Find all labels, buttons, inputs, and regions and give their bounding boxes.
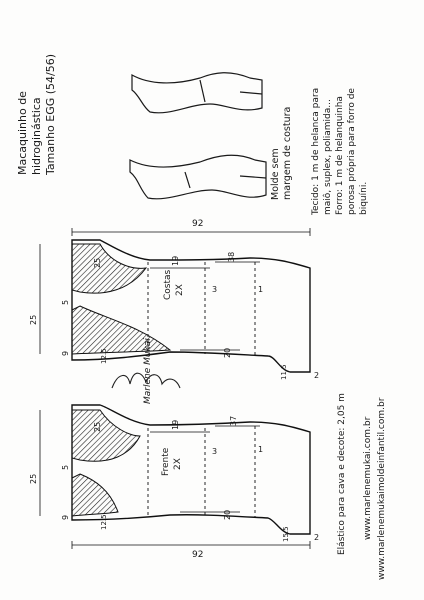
garment-sketch-front	[130, 155, 266, 199]
back-piece-count: 2X	[175, 284, 185, 296]
fabric-line-5: biquíni.	[359, 181, 369, 215]
fabric-line-4: porosa própria para forro de	[347, 88, 357, 215]
title-line-1: Macaquinho de	[16, 91, 29, 175]
fabric-line-1: Tecido: 1 m de helanca para	[311, 87, 321, 215]
front-neck-hatch	[72, 474, 118, 516]
front-crotch-small: 12.5	[100, 514, 108, 530]
back-neck: 9	[61, 350, 70, 356]
front-strap: 5	[61, 464, 70, 470]
title-line-3: Tamanho EGG (54/56)	[44, 53, 57, 175]
front-crotch: 20	[223, 509, 232, 520]
fabric-line-2: maiô, suplex, poliamida...	[323, 99, 333, 215]
back-side-3: 3	[212, 285, 218, 294]
front-side-1: 1	[258, 445, 264, 454]
back-hem: 2	[314, 371, 320, 380]
front-total-length: 92	[192, 550, 204, 560]
back-total-length: 92	[192, 219, 204, 229]
front-piece-label: Frente	[161, 447, 171, 476]
title-line-2: hidroginástica	[30, 97, 43, 175]
back-armhole-hatch	[72, 244, 146, 293]
back-crotch: 20	[223, 347, 232, 358]
fabric-line-3: Forro: 1 m de helanquinha	[335, 96, 345, 215]
website-1: www.marlenemukai.com.br	[363, 416, 373, 540]
elastic-note: Elástico para cava e decote: 2,05 m	[337, 393, 347, 555]
back-neck-hatch	[72, 306, 170, 354]
back-piece-label: Costas	[163, 269, 173, 300]
back-leg: 11.5	[280, 364, 288, 380]
garment-sketch-back	[132, 73, 262, 113]
front-hem: 2	[314, 533, 320, 542]
front-leg: 15.5	[282, 526, 290, 542]
notes-block	[270, 107, 293, 200]
back-crotch-small: 12.5	[100, 348, 108, 364]
front-armhole-hatch	[72, 410, 140, 461]
front-waist: 19	[171, 419, 180, 430]
front-hip: 37	[229, 415, 238, 426]
front-armhole-depth: 25	[29, 473, 38, 484]
signature-text: Marlene Mukai	[143, 338, 153, 404]
back-armhole-depth: 25	[29, 314, 38, 325]
front-top-width: 25	[93, 421, 102, 432]
back-top-width: 25	[93, 257, 102, 268]
front-neck: 9	[61, 514, 70, 520]
front-piece-count: 2X	[173, 458, 183, 470]
back-side-1: 1	[258, 285, 264, 294]
note-mould-2: margem de costura	[282, 106, 293, 200]
back-waist: 19	[171, 255, 180, 266]
note-mould-1: Molde sem	[270, 148, 281, 200]
fabric-notes	[311, 88, 369, 216]
front-side-3: 3	[212, 447, 218, 456]
website-2: www.marlenemukaimoldeinfantil.com.br	[377, 397, 387, 580]
back-hip: 38	[227, 251, 236, 262]
back-strap: 5	[61, 299, 70, 305]
title-block	[16, 54, 57, 176]
